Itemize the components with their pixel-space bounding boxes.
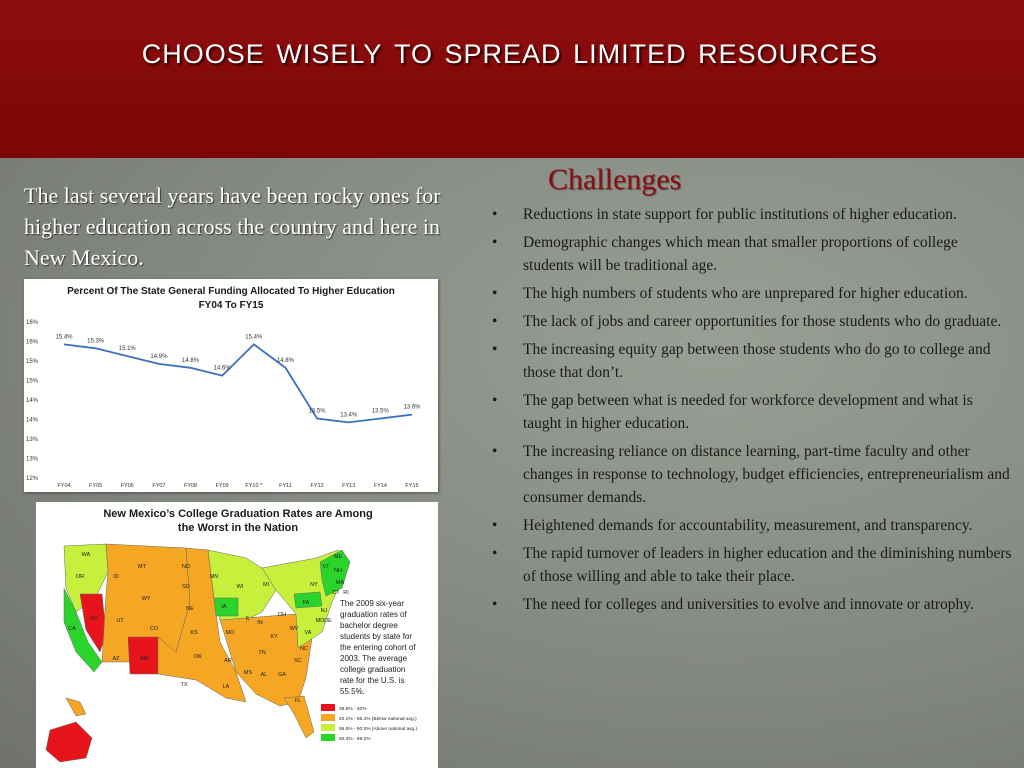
- map-note-line: students by state for: [340, 632, 413, 641]
- x-tick-label: FY12: [310, 483, 324, 489]
- state-label: KY: [270, 634, 278, 640]
- y-tick-label: 13%: [25, 456, 38, 463]
- legend-swatch: [321, 734, 335, 741]
- state-label: WV: [289, 626, 299, 632]
- state-label: IL: [245, 616, 251, 622]
- series-line: [64, 344, 412, 422]
- legend-label: 55.5% - 60.3% (Above national avg.): [339, 727, 418, 732]
- x-tick-label: FY06: [120, 483, 134, 489]
- x-tick-label: FY07: [152, 483, 166, 489]
- state-label: ME: [333, 554, 343, 560]
- chart-title: Percent Of The State General Funding Allocated To Higher Education: [67, 286, 395, 297]
- state-label: MI: [262, 582, 270, 588]
- state-label: RI: [343, 590, 349, 596]
- state-label: OR: [75, 574, 85, 580]
- state-label: SC: [294, 658, 302, 664]
- state-hi: [66, 698, 86, 716]
- state-label: AL: [260, 672, 268, 678]
- challenge-item: [492, 310, 1012, 333]
- y-tick-label: 16%: [25, 320, 38, 326]
- state-label: CA: [68, 626, 76, 632]
- challenges-heading: Challenges: [548, 163, 682, 196]
- legend-swatch: [321, 714, 335, 721]
- challenge-item: [492, 282, 1012, 305]
- state-label: WA: [81, 552, 91, 558]
- map-note-line: the entering cohort of: [340, 643, 416, 652]
- funding-chart-panel: [24, 279, 438, 492]
- map-legend: [321, 704, 418, 742]
- state-label: AR: [224, 658, 232, 664]
- data-label: 15.1%: [118, 346, 136, 353]
- challenge-text: The need for colleges and universities to evolve and innovate or atrophy.: [523, 596, 974, 613]
- y-tick-label: 14%: [25, 417, 38, 424]
- data-label: 14.6%: [213, 365, 231, 372]
- state-label: ID: [113, 574, 119, 580]
- challenges-list: [492, 203, 1012, 621]
- x-tick-label: FY11: [279, 483, 292, 489]
- y-tick-label: 15%: [25, 378, 38, 385]
- y-tick-label: 13%: [25, 437, 38, 443]
- funding-line-chart: [24, 279, 438, 492]
- challenge-item: [492, 338, 1012, 384]
- state-label: CT: [332, 590, 340, 596]
- state-label: OK: [194, 654, 202, 660]
- state-label: PA: [302, 600, 310, 606]
- x-tick-label: FY05: [89, 483, 103, 489]
- state-label: GA: [278, 672, 286, 678]
- bullet-icon: •: [492, 313, 498, 330]
- x-tick-label: FY04: [57, 483, 71, 489]
- state-label: OH: [277, 612, 287, 618]
- map-note-line: 55.5%.: [340, 687, 365, 696]
- x-tick-label: FY15: [405, 483, 419, 489]
- bullet-icon: •: [492, 206, 498, 223]
- state-label: IN: [257, 620, 263, 626]
- y-tick-label: 14%: [25, 398, 38, 404]
- challenge-item: [492, 514, 1012, 537]
- map-title-line2: the Worst in the Nation: [177, 522, 299, 534]
- state-label: VT: [322, 564, 330, 570]
- map-note: [340, 599, 416, 696]
- state-label: MO: [225, 630, 235, 636]
- x-tick-label: FY13: [342, 483, 356, 489]
- challenge-text: The high numbers of students who are unprepared for higher education.: [523, 285, 968, 302]
- state-label: IA: [221, 604, 227, 610]
- data-label: 15.4%: [245, 334, 263, 341]
- state-label: LA: [222, 684, 230, 690]
- graduation-map-panel: [36, 502, 438, 768]
- map-title-line1: New Mexico’s College Graduation Rates are Among: [103, 508, 373, 520]
- state-label: MD: [315, 618, 325, 624]
- challenge-text: The increasing equity gap between those students who do go to college and those that don’t.: [523, 341, 991, 381]
- intro-text: The last several years have been rocky ones for higher education across the country and here in New Mexico.: [24, 183, 441, 270]
- bullet-icon: •: [492, 392, 498, 409]
- data-label: 13.4%: [340, 412, 358, 419]
- us-states: [46, 544, 350, 762]
- map-note-line: graduation rates of: [340, 610, 407, 619]
- y-tick-label: 16%: [25, 339, 38, 346]
- data-label: 14.8%: [276, 357, 294, 364]
- challenge-text: The gap between what is needed for workforce development and what is taught in higher education.: [523, 392, 973, 432]
- challenge-text: The lack of jobs and career opportunities for those students who do graduate.: [523, 313, 1002, 330]
- y-tick-label: 15%: [25, 359, 38, 365]
- us-graduation-map: [36, 502, 438, 768]
- x-tick-label: FY08: [183, 483, 198, 489]
- chart-subtitle: FY04 To FY15: [198, 300, 264, 311]
- map-note-line: bachelor degree: [340, 621, 398, 630]
- state-label: MN: [209, 574, 219, 580]
- x-tick-label: FY09: [215, 483, 229, 489]
- state-label: DE: [324, 618, 332, 624]
- title-banner: [0, 0, 1024, 158]
- bullet-icon: •: [492, 443, 498, 460]
- state-label: SD: [182, 584, 190, 590]
- value-labels: [55, 334, 421, 418]
- state-label: MT: [138, 564, 146, 570]
- legend-label: 40.1% - 55.4% (Below national avg.): [339, 717, 417, 722]
- y-axis: [26, 320, 39, 482]
- bullet-icon: •: [492, 234, 498, 251]
- slide-title: choose wisely to spread limited resources: [141, 30, 879, 72]
- x-tick-label: FY10 *: [245, 483, 263, 489]
- state-label: WI: [236, 584, 244, 590]
- state-label: TX: [180, 682, 188, 688]
- bullet-icon: •: [492, 545, 498, 562]
- state-label: NC: [300, 646, 308, 652]
- legend-swatch: [321, 724, 335, 731]
- state-label: NJ: [320, 608, 328, 614]
- legend-label: 60.3% - 69.2%: [339, 737, 371, 742]
- challenge-item: [492, 231, 1012, 277]
- state-label: NM: [139, 656, 149, 662]
- state-label: UT: [116, 618, 124, 624]
- bullet-icon: •: [492, 517, 498, 534]
- map-note-line: The 2009 six-year: [340, 599, 405, 608]
- state-label: NY: [310, 582, 318, 588]
- map-note-line: college graduation: [340, 665, 406, 674]
- state-label: ND: [182, 564, 190, 570]
- state-label: AZ: [112, 656, 120, 662]
- challenge-text: The increasing reliance on distance learning, part-time faculty and other changes in response to technology, budget efficiencies, entrepreneurialism and consumer demands.: [523, 443, 1010, 506]
- challenge-item: [492, 203, 1012, 226]
- x-axis: [57, 483, 418, 489]
- challenge-text: Demographic changes which mean that smaller proportions of college students will be traditional age.: [523, 234, 958, 274]
- bullet-icon: •: [492, 341, 498, 358]
- legend-label: 28.9% - 40%: [339, 707, 367, 712]
- data-label: 15.4%: [55, 334, 73, 341]
- data-label: 13.6%: [403, 404, 421, 411]
- state-label: VA: [304, 630, 312, 636]
- state-label: NH: [334, 568, 342, 574]
- state-label: NE: [186, 606, 194, 612]
- state-label: FL: [294, 698, 302, 704]
- data-label: 14.8%: [182, 357, 200, 364]
- state-label: MA: [335, 580, 345, 586]
- challenge-item: [492, 593, 1012, 616]
- bullet-icon: •: [492, 285, 498, 302]
- challenge-item: [492, 389, 1012, 435]
- challenge-text: Heightened demands for accountability, measurement, and transparency.: [523, 517, 973, 534]
- state-label: KS: [190, 630, 198, 636]
- data-label: 13.5%: [308, 408, 326, 415]
- challenge-text: Reductions in state support for public institutions of higher education.: [523, 206, 957, 223]
- data-label: 13.5%: [371, 408, 389, 415]
- data-label: 14.9%: [150, 353, 168, 360]
- state-label: WY: [141, 596, 151, 602]
- challenge-item: [492, 440, 1012, 509]
- challenge-item: [492, 542, 1012, 588]
- state-label: NV: [90, 616, 98, 622]
- state-ak: [46, 722, 92, 762]
- x-tick-label: FY14: [373, 483, 387, 489]
- series-polyline: [64, 344, 412, 422]
- data-label: 15.3%: [87, 338, 105, 345]
- map-note-line: rate for the U.S. is: [340, 676, 405, 685]
- challenge-text: The rapid turnover of leaders in higher education and the diminishing numbers of those willing and able to take their place.: [523, 545, 1012, 585]
- bullet-icon: •: [492, 596, 498, 613]
- state-label: CO: [149, 626, 159, 632]
- y-tick-label: 12%: [25, 476, 38, 482]
- state-label: MS: [243, 670, 253, 676]
- state-label: TN: [258, 650, 266, 656]
- legend-swatch: [321, 704, 335, 711]
- map-note-line: 2003. The average: [340, 654, 408, 663]
